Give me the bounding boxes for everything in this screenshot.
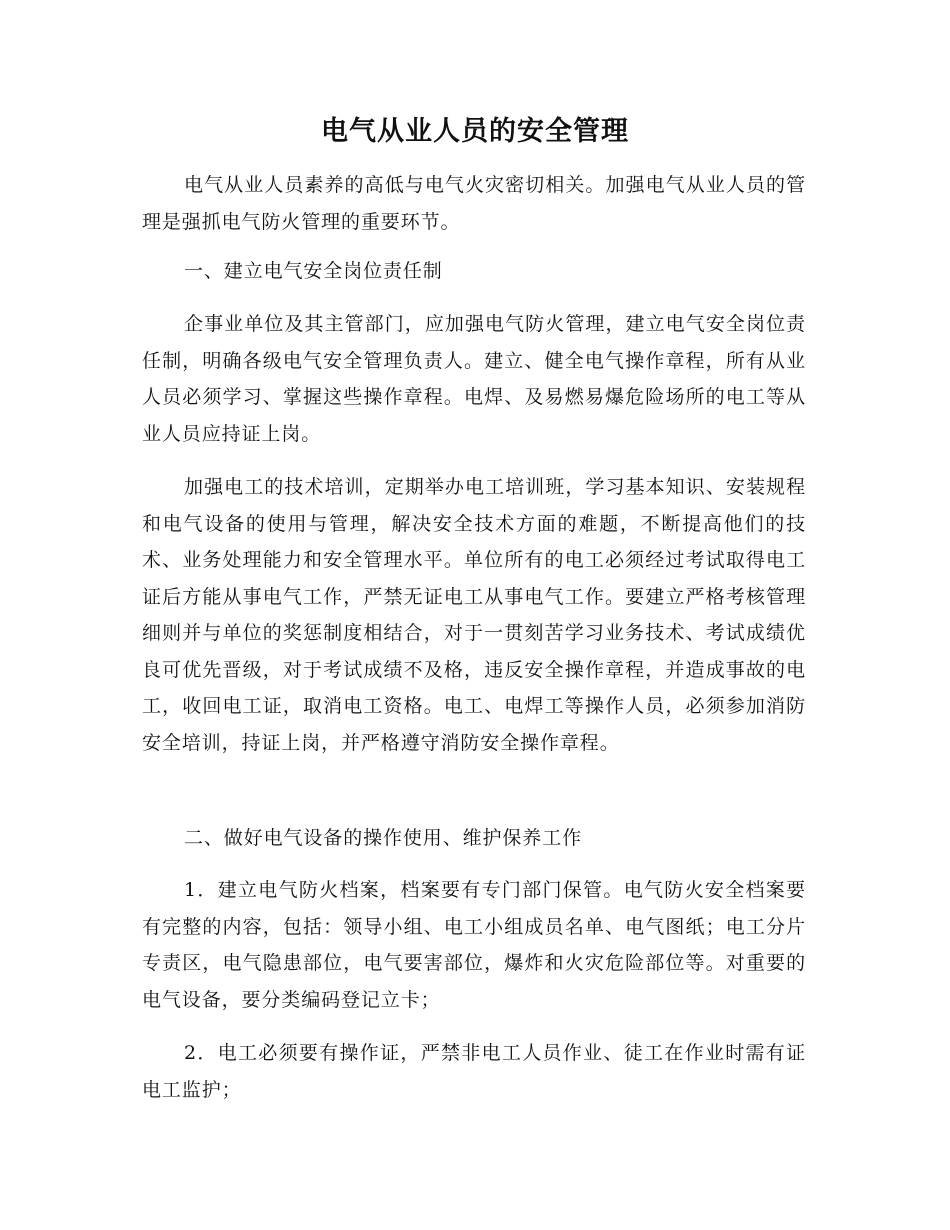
section2-item-1: 1．建立电气防火档案，档案要有专门部门保管。电气防火安全档案要有完整的内容，包括：领导小组、电工小组成员名单、电气图纸；电工分片专责区，电气隐患部位，电气要害部位，爆炸和火灾危险部位等。对重要的电气设备，要分类编码登记立卡； bbox=[142, 879, 806, 1011]
section1-paragraph-1: 企事业单位及其主管部门，应加强电气防火管理，建立电气安全岗位责任制，明确各级电气安全管理负责人。建立、健全电气操作章程，所有从业人员必须学习、掌握这些操作章程。电焊、及易燃易爆危险场所的电工等从业人员应持证上岗。 bbox=[142, 313, 806, 445]
section2-item-2: 2．电工必须要有操作证，严禁非电工人员作业、徒工在作业时需有证电工监护； bbox=[142, 1042, 806, 1101]
document-title: 电气从业人员的安全管理 bbox=[321, 116, 629, 147]
section1-paragraph-2: 加强电工的技术培训，定期举办电工培训班，学习基本知识、安装规程和电气设备的使用与管理，解决安全技术方面的难题，不断提高他们的技术、业务处理能力和安全管理水平。单位所有的电工必须经过考试取得电工证后方能从事电气工作，严禁无证电工从事电气工作。要建立严格考核管理细则并与单位的奖惩制度相结合，对于一贯刻苦学习业务技术、考试成绩优良可优先晋级，对于考试成绩不及格，违反安全操作章程，并造成事故的电工，收回电工证，取消电工资格。电工、电焊工等操作人员，必须参加消防安全培训，持证上岗，并严格遵守消防安全操作章程。 bbox=[142, 476, 806, 754]
intro-paragraph: 电气从业人员素养的高低与电气火灾密切相关。加强电气从业人员的管理是强抓电气防火管理的重要环节。 bbox=[142, 174, 806, 233]
section1-heading: 一、建立电气安全岗位责任制 bbox=[184, 260, 443, 282]
section2-heading: 二、做好电气设备的操作使用、维护保养工作 bbox=[184, 827, 583, 849]
